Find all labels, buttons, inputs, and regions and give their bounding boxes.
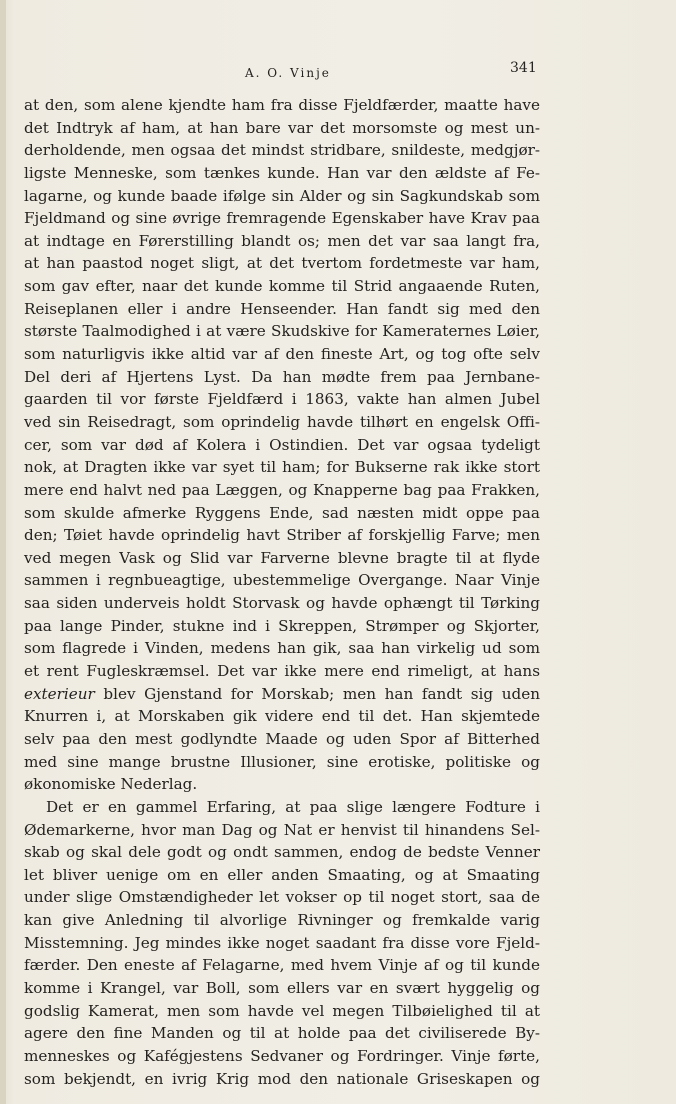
text-line: saa siden underveis holdt Storvask og havde ophængt til Tørking (24, 594, 540, 613)
page-header (0, 58, 676, 84)
text-line: selv paa den mest godlyndte Maade og uden Spor af Bitterhed (24, 729, 540, 748)
text-line: at indtage en Førerstilling blandt os; men det var saa langt fra, (24, 231, 540, 250)
text-line: Knurren i, at Morskaben gik videre end til det. Han skjemtede (24, 707, 540, 726)
text-line: cer, som var død af Kolera i Ostindien. Det var ogsaa tydeligt (24, 435, 540, 454)
text-line: Reiseplanen eller i andre Henseender. Han fandt sig med den (24, 299, 540, 318)
text-line: let bliver uenige om en eller anden Smaating, og at Smaating (24, 865, 540, 884)
paragraph-2 (24, 796, 540, 1090)
text-line: største Taalmodighed i at være Skudskive for Kameraternes Løier, (24, 322, 540, 341)
text-line: Misstemning. Jeg mindes ikke noget saadant fra disse vore Fjeld- (24, 933, 540, 952)
text-line: Ødemarkerne, hvor man Dag og Nat er henvist til hinandens Sel- (24, 820, 540, 839)
text-line: et rent Fugleskræmsel. Det var ikke mere end rimeligt, at hans (24, 662, 540, 681)
text-line: nok, at Dragten ikke var syet til ham; for Bukserne rak ikke stort (24, 458, 540, 477)
text-line: lagarne, og kunde baade ifølge sin Alder og sin Sagkundskab som (24, 186, 540, 205)
text-line: som skulde afmerke Ryggens Ende, sad næsten midt oppe paa (24, 503, 540, 522)
text-line: agere den fine Manden og til at holde paa det civiliserede By- (24, 1024, 540, 1043)
text-line: Del deri af Hjertens Lyst. Da han mødte frem paa Jernbane- (24, 367, 540, 386)
text-line: paa lange Pinder, stukne ind i Skreppen, Strømper og Skjorter, (24, 616, 540, 635)
text-line: at den, som alene kjendte ham fra disse Fjeldfærder, maatte have (24, 96, 540, 114)
text-line: derholdende, men ogsaa det mindst stridbare, snildeste, medgjør- (24, 141, 540, 160)
text-line: komme i Krangel, var Boll, som ellers var en svært hyggelig og (24, 978, 540, 997)
text-line: Det er en gammel Erfaring, at paa slige længere Fodture i (46, 797, 540, 816)
text-line: mere end halvt ned paa Læggen, og Knapperne bag paa Frakken, (24, 480, 540, 499)
text-line: som gav efter, naar det kunde komme til Strid angaaende Ruten, (24, 277, 540, 296)
text-line: som naturligvis ikke altid var af den fineste Art, og tog ofte selv (24, 345, 540, 364)
text-line: kan give Anledning til alvorlige Rivninger og fremkalde varig (24, 911, 540, 930)
text-line: ligste Menneske, som tænkes kunde. Han var den ældste af Fe- (24, 163, 540, 182)
text-line: som bekjendt, en ivrig Krig mod den nationale Griseskapen og (24, 1069, 540, 1088)
text-line: sammen i regnbueagtige, ubestemmelige Overgange. Naar Vinje (24, 571, 540, 590)
text-line: færder. Den eneste af Felagarne, med hvem Vinje af og til kunde (24, 956, 540, 975)
text-line: med sine mange brustne Illusioner, sine erotiske, politiske og (24, 752, 540, 771)
page-edge (0, 0, 6, 1104)
body-text (24, 94, 540, 1090)
text-line: godslig Kamerat, men som havde vel megen Tilbøielighed til at (24, 1001, 540, 1020)
text-line: Fjeldmand og sine øvrige fremragende Egenskaber have Krav paa (24, 209, 540, 228)
text-line: skab og skal dele godt og ondt sammen, endog de bedste Venner (24, 843, 540, 862)
text-line: gaarden til vor første Fjeldfærd i 1863, vakte han almen Jubel (24, 390, 540, 409)
text-line: ved megen Vask og Slid var Farverne blevne bragte til at flyde (24, 548, 540, 567)
text-line: under slige Omstændigheder let vokser op til noget stort, saa de (24, 888, 540, 907)
text-line: økonomiske Nederlag. (24, 775, 198, 794)
running-head: A. O. Vinje (245, 66, 331, 80)
paragraph-1 (24, 94, 540, 796)
text-line: at han paastod noget sligt, at det tvertom fordetmeste var ham, (24, 254, 540, 273)
text-line: den; Tøiet havde oprindelig havt Striber af forskjellig Farve; men (24, 526, 540, 545)
text-line: ved sin Reisedragt, som oprindelig havde tilhørt en engelsk Offi- (24, 412, 540, 431)
text-line: menneskes og Kafégjestens Sedvaner og Fordringer. Vinje førte, (24, 1046, 540, 1065)
page-number: 341 (510, 60, 537, 76)
italic-word: exterieur (24, 684, 95, 703)
text-line: det Indtryk af ham, at han bare var det morsomste og mest un- (24, 118, 540, 137)
text-line: som flagrede i Vinden, medens han gik, saa han virkelig ud som (24, 639, 540, 658)
text-line-italic-start: exterieur blev Gjenstand for Morskab; men han fandt sig uden (24, 684, 540, 703)
